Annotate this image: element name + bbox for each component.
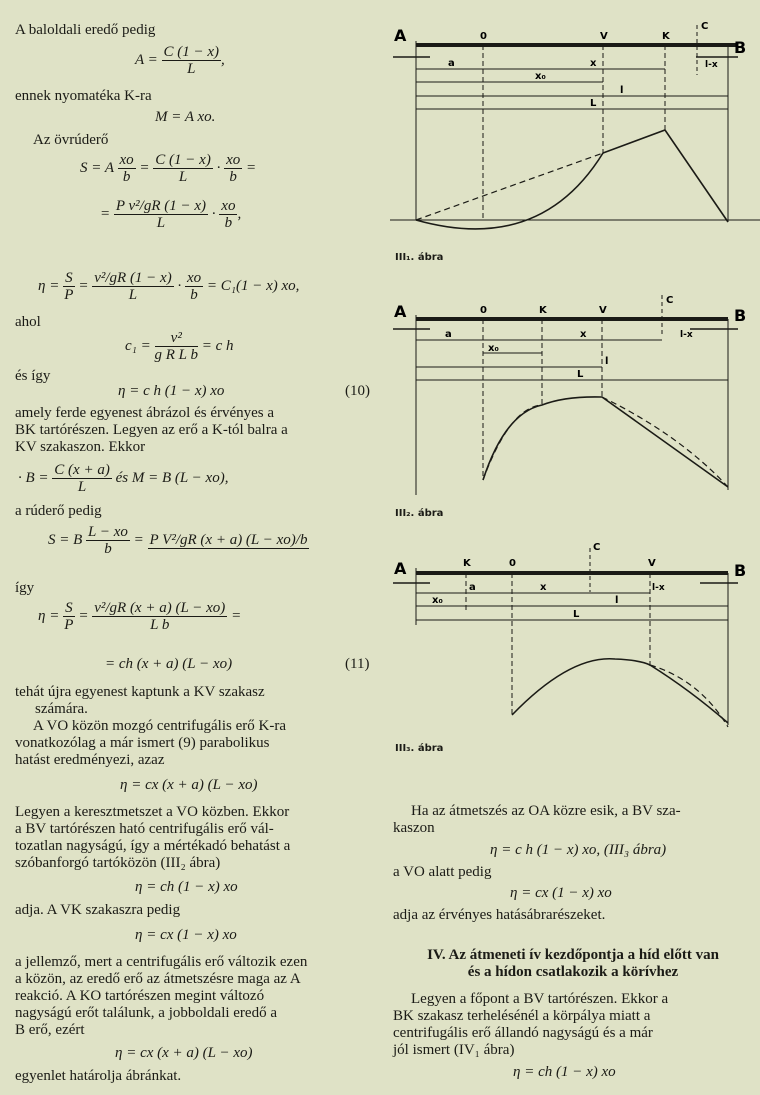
paragraph-line: KV szakaszon. Ekkor	[15, 439, 146, 455]
paragraph-line: a BV tartórészen ható centrifugális erő vál-	[15, 821, 274, 837]
denominator: L b	[150, 617, 170, 633]
dot: ·	[216, 159, 221, 176]
denominator: b	[104, 541, 112, 557]
fraction	[185, 270, 203, 303]
denominator: P	[64, 617, 74, 633]
eq-sign: =	[246, 159, 257, 176]
equation-10: η = c h (1 − x) xo	[118, 383, 225, 399]
eq-sign: =	[133, 531, 144, 548]
paragraph-line: tehát újra egyenest kaptunk a KV szakasz	[15, 684, 265, 700]
label-O: 0	[480, 31, 487, 42]
paragraph-line: a közön, az eredő erő az átmetszésre maga az A	[15, 971, 301, 987]
figure-III1	[390, 15, 760, 260]
equation-eta1	[38, 270, 299, 303]
text-line: és így	[15, 368, 51, 384]
label-K: K	[539, 305, 547, 316]
equation-p3: η = ch (1 − x) xo	[135, 879, 238, 895]
numerator: C (1 − x)	[163, 44, 220, 60]
paragraph-line: A VO közön mozgó centrifugális erő K-ra	[33, 718, 286, 734]
paragraph-line: centrifugális erő állandó nagyságú és a már	[393, 1025, 653, 1041]
label-V: V	[600, 31, 608, 42]
figure-III2	[390, 295, 760, 515]
label-lx: l-x	[680, 330, 693, 340]
label-xo: x₀	[432, 595, 443, 606]
equation-B	[18, 462, 228, 495]
label-C: C	[701, 21, 709, 32]
numerator: C (x + a)	[54, 462, 110, 478]
eq-sign: =	[78, 277, 89, 294]
label-L: L	[573, 609, 580, 620]
denominator: b	[229, 169, 237, 185]
numerator: P v²/gR (1 − x)	[115, 198, 207, 214]
label-V: V	[599, 305, 607, 316]
label-x: x	[540, 582, 547, 593]
dot: ·	[177, 277, 182, 294]
numerator: xo	[186, 270, 202, 286]
label-l: l	[615, 595, 619, 606]
label-B: B	[734, 561, 747, 580]
figure-III3	[390, 540, 760, 745]
equation-11a	[38, 600, 241, 633]
text-line: A baloldali eredő pedig	[15, 22, 156, 38]
fraction	[155, 330, 198, 363]
fraction	[63, 270, 75, 303]
paragraph-line: számára.	[35, 701, 88, 717]
fraction	[86, 524, 130, 557]
figure-caption: III₁. ábra	[395, 252, 444, 263]
fraction	[63, 600, 75, 633]
equation-A	[135, 44, 225, 77]
label-a: a	[469, 582, 476, 593]
label-lx: l-x	[705, 60, 718, 70]
eq-lhs: S = B	[48, 531, 83, 548]
eq-sign: =	[78, 607, 89, 624]
denominator: b	[224, 215, 233, 231]
paragraph-line: B erő, ezért	[15, 1022, 85, 1038]
eq-lhs: η =	[38, 607, 60, 624]
label-l: l	[605, 356, 609, 367]
equation-S2	[100, 198, 241, 231]
label-O: 0	[509, 558, 516, 569]
text-line: ahol	[15, 314, 41, 330]
fraction	[92, 600, 227, 633]
figure-caption: III₂. ábra	[395, 508, 444, 519]
fraction	[153, 152, 213, 185]
eq-sign: =	[100, 205, 111, 222]
equation-M: M = A xo.	[155, 109, 216, 125]
equation-number: (11)	[345, 656, 370, 672]
label-xo: x₀	[488, 343, 499, 354]
paragraph-line: BK tartórészen. Legyen az erő a K-tól balra a	[15, 422, 288, 438]
label-a: a	[448, 58, 455, 69]
equation-p4: η = cx (1 − x) xo	[135, 927, 237, 943]
paragraph-line: Legyen a keresztmetszet a VO közben. Ekkor	[15, 804, 290, 820]
denominator: g R L b	[154, 347, 198, 363]
label-K: K	[662, 31, 670, 42]
fraction	[114, 198, 208, 231]
paragraph-line: nagyságú erőt találunk, a jobboldali eredő a	[15, 1005, 277, 1021]
label-l: l	[620, 85, 624, 96]
label-xo: x₀	[535, 71, 546, 82]
paragraph-line: BK szakasz terhelésénél a körpálya miatt a	[393, 1008, 651, 1024]
label-C: C	[593, 542, 601, 553]
text-line: a VO alatt pedig	[393, 864, 492, 880]
section-heading: és a hídon csatlakozik a körívhez	[467, 964, 679, 980]
paragraph-line: amely ferde egyenest ábrázol és érvényes a	[15, 405, 275, 421]
numerator: C (1 − x)	[155, 152, 211, 168]
label-L: L	[590, 98, 597, 109]
numerator: v²	[155, 330, 198, 347]
paragraph-line: Ha az átmetszés az OA közre esik, a BV sza-	[411, 803, 681, 819]
label-V: V	[648, 558, 656, 569]
text-line: egyenlet határolja ábránkat.	[15, 1068, 182, 1084]
text-line: Az övrúderő	[33, 132, 109, 148]
text-line: a rúderő pedig	[15, 503, 102, 519]
figure-caption: III₃. ábra	[395, 743, 444, 754]
label-B: B	[734, 38, 747, 57]
label-lx: l-x	[652, 583, 665, 593]
equation-number: (10)	[345, 383, 370, 399]
numerator: L − xo	[88, 524, 128, 540]
text-line: így	[15, 580, 35, 596]
paragraph-line: a jellemző, mert a centrifugális erő változik ezen	[15, 954, 308, 970]
paragraph-line: szóbanforgó tartóközön (III₂ ábra)	[15, 855, 221, 871]
eq-tail: ,	[237, 205, 242, 222]
fraction	[162, 44, 222, 77]
equation-c1	[125, 330, 234, 363]
label-A: A	[394, 26, 407, 45]
denominator: L	[178, 169, 188, 185]
label-C: C	[666, 295, 674, 306]
equation-r3: η = ch (1 − x) xo	[513, 1064, 616, 1080]
numerator: v²/gR (1 − x)	[94, 270, 172, 286]
denominator: b	[190, 287, 198, 303]
fraction	[52, 462, 112, 495]
label-x: x	[590, 58, 597, 69]
equation-11b: = ch (x + a) (L − xo)	[105, 656, 233, 672]
numerator: xo	[119, 152, 134, 168]
text-line: adja az érvényes hatásábrarészeket.	[393, 907, 606, 923]
numerator: S	[65, 600, 73, 616]
equation-p5: η = cx (x + a) (L − xo)	[115, 1045, 253, 1061]
denominator: L	[128, 287, 138, 303]
paragraph-line: reakció. A KO tartórészen megint változó	[15, 988, 265, 1004]
denominator: b	[122, 169, 131, 185]
denominator: L	[156, 215, 166, 231]
eq-rhs: = C₁(1 − x) xo,	[206, 277, 300, 294]
paragraph-line: jól ismert (IV₁ ábra)	[393, 1042, 515, 1058]
fraction	[148, 532, 310, 549]
eq-lhs: c₁ =	[125, 337, 151, 354]
eq-lhs: S = A	[80, 159, 114, 176]
label-B: B	[734, 306, 747, 325]
denominator: P	[64, 287, 74, 303]
denominator: L	[77, 479, 87, 495]
equation-S3	[48, 524, 309, 557]
section-heading: IV. Az átmeneti ív kezdőpontja a híd előtt van	[427, 947, 719, 963]
numerator: P V²/gR (x + a) (L − xo)/b	[149, 532, 308, 548]
eq-lhs: A =	[135, 51, 158, 68]
fraction	[92, 270, 174, 303]
eq-lhs: · B =	[18, 469, 49, 486]
fraction	[224, 152, 242, 185]
numerator: S	[65, 270, 73, 286]
label-L: L	[577, 369, 584, 380]
eq-sign: =	[139, 159, 150, 176]
text-line: adja. A VK szakaszra pedig	[15, 902, 181, 918]
label-a: a	[445, 329, 452, 340]
text-line: ennek nyomatéka K-ra	[15, 88, 152, 104]
fraction	[219, 198, 237, 231]
eq-rhs: = c h	[201, 337, 234, 354]
denominator: L	[187, 61, 196, 77]
paragraph-line: Legyen a főpont a BV tartórészen. Ekkor a	[411, 991, 669, 1007]
equation-r1: η = c h (1 − x) xo, (III₃ ábra)	[490, 842, 667, 858]
paragraph-line: tozatlan nagyságú, így a mértékadó behatást a	[15, 838, 291, 854]
numerator: xo	[226, 152, 241, 168]
eq-lhs: η =	[38, 277, 60, 294]
fraction	[118, 152, 136, 185]
label-A: A	[394, 302, 407, 321]
numerator: xo	[221, 198, 236, 214]
eq-sign: =	[231, 607, 242, 624]
eq-tail: ,	[221, 51, 225, 68]
numerator: v²/gR (x + a) (L − xo)	[94, 600, 226, 616]
paragraph-line: kaszon	[393, 820, 435, 836]
label-x: x	[580, 329, 587, 340]
equation-S1	[80, 152, 256, 185]
label-A: A	[394, 559, 407, 578]
paragraph-line: hatást eredményezi, azaz	[15, 752, 165, 768]
equation-9: η = cx (x + a) (L − xo)	[120, 777, 258, 793]
paragraph-line: vonatkozólag a már ismert (9) parabolikus	[15, 735, 270, 751]
dot: ·	[211, 205, 216, 222]
equation-r2: η = cx (1 − x) xo	[510, 885, 612, 901]
label-O: 0	[480, 305, 487, 316]
label-K: K	[463, 558, 471, 569]
eq-rhs: és M = B (L − xo),	[115, 469, 229, 486]
